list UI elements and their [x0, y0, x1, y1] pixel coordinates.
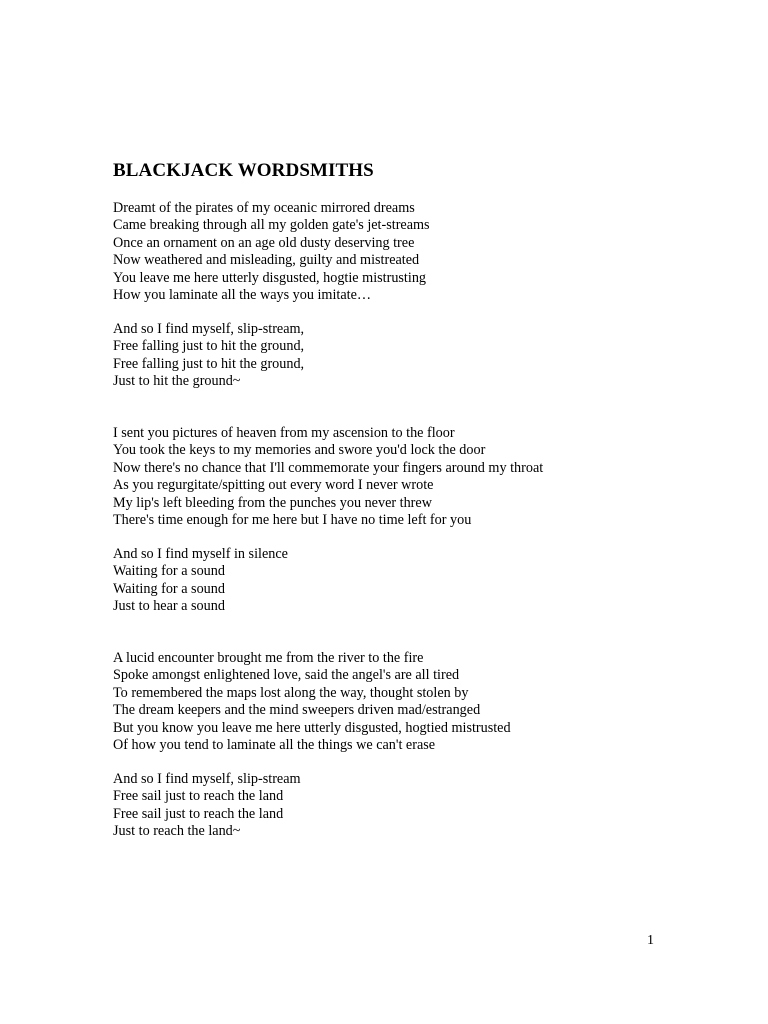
stanza-1	[113, 200, 430, 304]
poem-line: And so I find myself, slip-stream,	[113, 321, 305, 337]
poem-line: And so I find myself, slip-stream	[113, 771, 301, 787]
poem-line: You leave me here utterly disgusted, hogtie mistrusting	[113, 269, 427, 286]
poem-line: My lip's left bleeding from the punches you never threw	[113, 494, 432, 511]
poem-line: Just to hear a sound	[113, 598, 225, 615]
poem-line: Came breaking through all my golden gate's jet-streams	[113, 217, 430, 234]
page-number: 1	[647, 933, 654, 948]
poem-line: There's time enough for me here but I have no time left for you	[113, 511, 472, 528]
poem-line: To remembered the maps lost along the way, thought stolen by	[113, 684, 469, 701]
poem-title: BLACKJACK WORDSMITHS	[113, 160, 374, 181]
poem-line: Now there's no chance that I'll commemorate your fingers around my throat	[113, 459, 544, 476]
poem-line: You took the keys to my memories and swore you'd lock the door	[113, 442, 486, 459]
poem-line: Of how you tend to laminate all the things we can't erase	[113, 736, 436, 753]
stanza-2	[113, 321, 304, 391]
poem-line: Waiting for a sound	[113, 580, 225, 597]
poem-line: Once an ornament on an age old dusty deserving tree	[113, 234, 415, 251]
stanza-3	[113, 425, 543, 529]
poem-line: Dreamt of the pirates of my oceanic mirrored dreams	[113, 200, 415, 216]
poem-line: Free falling just to hit the ground,	[113, 338, 305, 355]
poem-line: And so I find myself in silence	[113, 546, 288, 562]
poem-line: Spoke amongst enlightened love, said the angel's are all tired	[113, 667, 460, 684]
poem-line: But you know you leave me here utterly disgusted, hogtied mistrusted	[113, 719, 511, 736]
poem-line: Just to hit the ground~	[113, 373, 241, 390]
poem-line: Just to reach the land~	[113, 823, 241, 840]
poem-line: The dream keepers and the mind sweepers driven mad/estranged	[113, 702, 481, 719]
poem-line: Free falling just to hit the ground,	[113, 355, 305, 372]
poem-line: Waiting for a sound	[113, 563, 225, 580]
stanza-4	[113, 546, 288, 616]
poem-line: Free sail just to reach the land	[113, 788, 284, 805]
stanza-5	[113, 650, 511, 754]
poem-line: How you laminate all the ways you imitate…	[113, 286, 372, 303]
poem-line: A lucid encounter brought me from the river to the fire	[113, 650, 424, 666]
poem-line: As you regurgitate/spitting out every word I never wrote	[113, 477, 434, 494]
stanza-6	[113, 771, 301, 841]
poem-line: I sent you pictures of heaven from my ascension to the floor	[113, 425, 455, 441]
poem-line: Now weathered and misleading, guilty and mistreated	[113, 252, 420, 269]
poem-line: Free sail just to reach the land	[113, 805, 284, 822]
